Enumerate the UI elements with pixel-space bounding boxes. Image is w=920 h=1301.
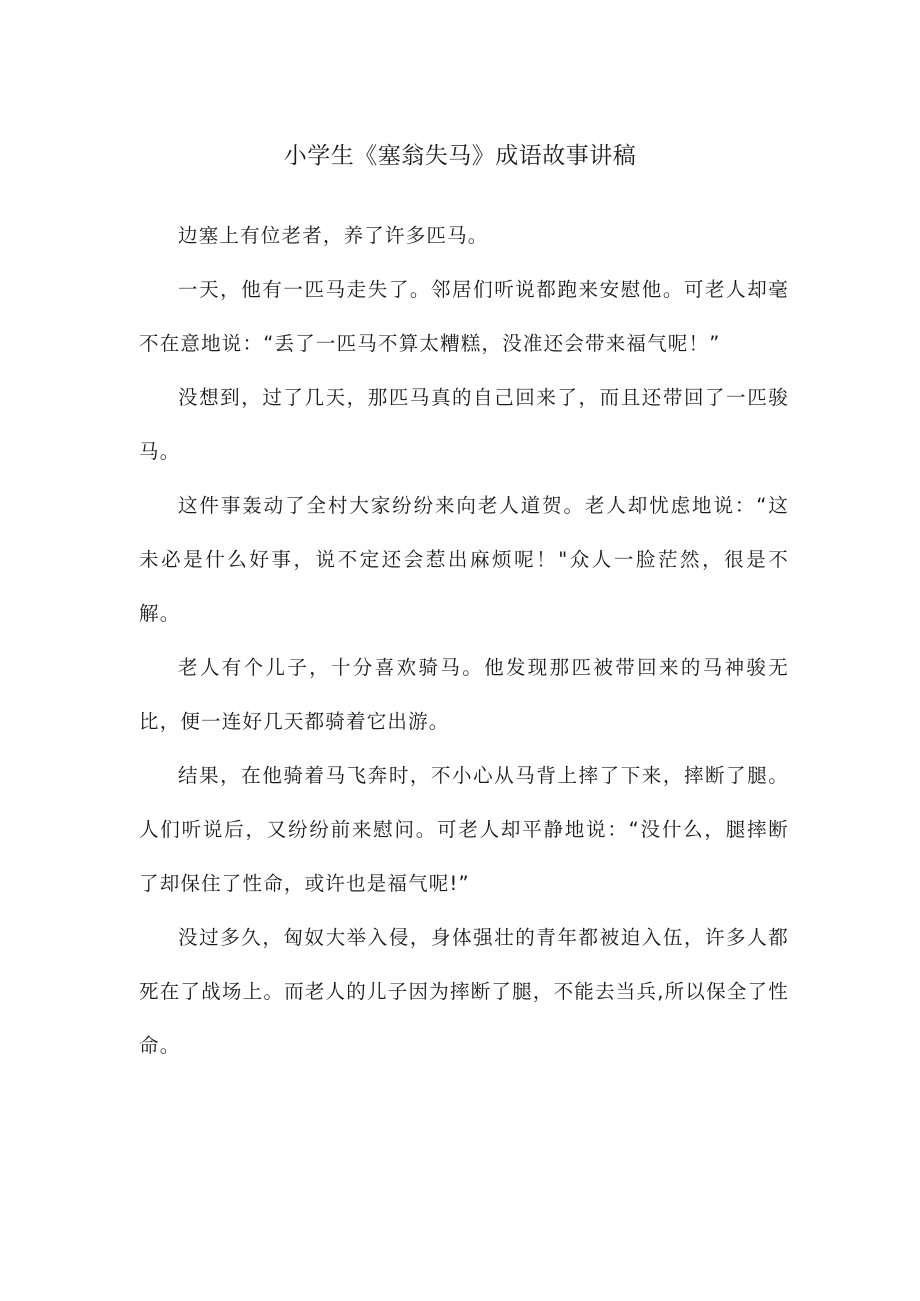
paragraph: 一天，他有一匹马走失了。邻居们听说都跑来安慰他。可老人却毫不在意地说：“丢了一匹马不算太糟糕，没准还会带来福气呢！” xyxy=(139,278,789,355)
document-body xyxy=(139,209,789,1073)
document-title: 小学生《塞翁失马》成语故事讲稿 xyxy=(283,143,637,169)
paragraph: 老人有个儿子，十分喜欢骑马。他发现那匹被带回来的马神骏无比，便一连好几天都骑着它出游。 xyxy=(139,656,789,733)
paragraph: 没想到，过了几天，那匹马真的自己回来了，而且还带回了一匹骏马。 xyxy=(139,386,789,463)
paragraph: 结果，在他骑着马飞奔时，不小心从马背上摔了下来，摔断了腿。人们听说后，又纷纷前来慰问。可老人却平静地说：“没什么，腿摔断了却保住了性命，或许也是福气呢!” xyxy=(139,764,789,895)
paragraph: 这件事轰动了全村大家纷纷来向老人道贺。老人却忧虑地说：“这未必是什么好事，说不定还会惹出麻烦呢！"众人一脸茫然，很是不解。 xyxy=(139,494,789,625)
paragraph: 边塞上有位老者，养了许多匹马。 xyxy=(178,224,489,247)
paragraph: 没过多久，匈奴大举入侵，身体强壮的青年都被迫入伍，许多人都死在了战场上。而老人的儿子因为摔断了腿，不能去当兵,所以保全了性命。 xyxy=(139,926,789,1057)
